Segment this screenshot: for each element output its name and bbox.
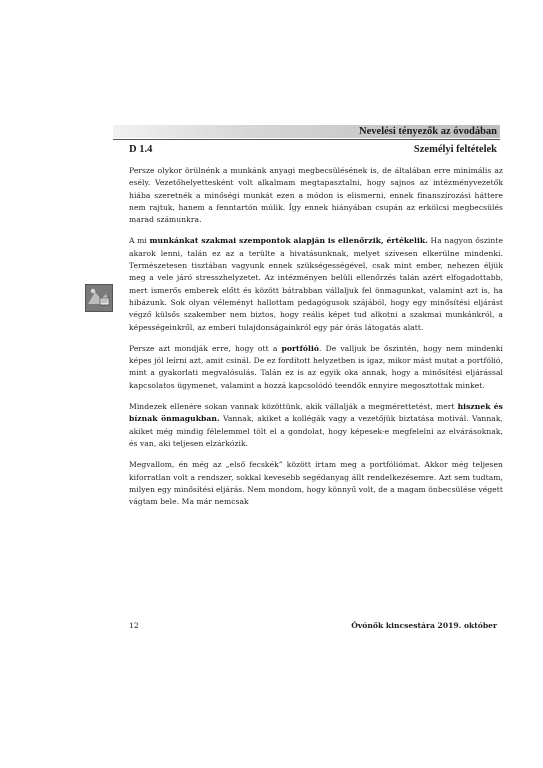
paragraph-text: Ha nagyon őszinte akarok lenni, talán ez az a terülte a hivatásunknak, melyet szívesen elkerülne mindenki. Természetesen tisztában vagyunk ennek szükségességével, csak mint ember, nehezen éljük meg a vele járó stresszhelyzetet. Az intézményen belüli ellenőrzés talán azért elfogadottabb, mert ismerős emberek előtt és között bátrabban vállaljuk fel önmagunkat, valamint azt is, ha hibázunk. Sok olyan véleményt hallottam pedagógusok szájából, hogy egy minősítési eljárást végző külsős szakember nem biztos, hogy reális képet tud alkotni a szakmai munkánkról, a képességeinkről, az emberi tulajdonságainkról egy pár órás látogatás alatt. (129, 236, 503, 332)
emphasis-text: munkánkat szakmai szempontok alapján is ellenőrzik, értékelik. (149, 236, 428, 246)
emphasis-text: portfólió (281, 343, 319, 353)
paragraph-text: Mindezek ellenére sokan vannak közöttünk, akik vállalják a megmérettetést, mert (129, 402, 458, 412)
emphasis-text: hisznek és bíznak önmagukban. (129, 402, 503, 424)
body-paragraph (129, 459, 503, 508)
chapter-subtitle: Személyi feltételek (413, 144, 497, 155)
paragraph-text: Vannak, akiket a kollégák vagy a vezetőjük biztatása motivál. Vannak, akiket még mindig félelemmel tölt el a gondolat, hogy képesek-e megfelelni az elvárásoknak, és van, aki teljesen elzárkózik. (129, 414, 503, 448)
body-paragraph (129, 165, 503, 226)
body-paragraph (129, 401, 503, 450)
paragraph-text: Persze olykor örülnénk a munkánk anyagi megbecsülésének is, de általában erre minimális az esély. Vezetőhelyettesként volt alkalmam megtapasztalni, hogy sajnos az intézményvezetők hiába szeretnék a minőségi munkát ezen a módon is elismerni, ennek finanszírozási háttere nem rajtuk, hanem a fenntartón múlik. Így ennek hiányában csupán az erkölcsi megbecsülés marad számunkra. (129, 166, 503, 225)
page-number: 12 (129, 621, 139, 630)
paragraph-text: . De valljuk be őszintén, hogy nem mindenki képes jól leírni azt, amit csinál. De ez fordított helyzetben is igaz, mikor mást mutat a portfólió, mint a gyakorlati megvalósulás. Talán ez is az egyik oka annak, hogy a minősítési eljárással kapcsolatos ügymenet, valamint a hozzá kapcsolódó teendők ennyire megosztottak minket. (129, 343, 503, 390)
publication-title: Óvónők kincsestára 2019. október (351, 621, 497, 630)
paragraph-text: Persze azt mondják erre, hogy ott a (129, 343, 282, 353)
chapter-code: D 1.4 (129, 144, 153, 155)
paragraph-text: Megvallom, én még az „első fecskék” között írtam meg a portfóliómat. Akkor még teljesen kiforratlan volt a rendszer, sokkal kevesebb segédanyag állt rendelkezésemre. Azt sem tudtam, milyen egy minősítési eljárás. Nem mondom, hogy könnyű volt, de a magam önbecsülése végett vágtam bele. Ma már nemcsak (129, 460, 503, 507)
body-paragraph (129, 343, 503, 392)
paragraph-text: A mi (129, 236, 150, 246)
article-body (129, 165, 503, 517)
header-rule (113, 139, 500, 140)
decorative-marker-icon (85, 284, 113, 312)
section-title: Nevelési tényezők az óvodában (359, 126, 497, 137)
body-paragraph (129, 235, 503, 333)
